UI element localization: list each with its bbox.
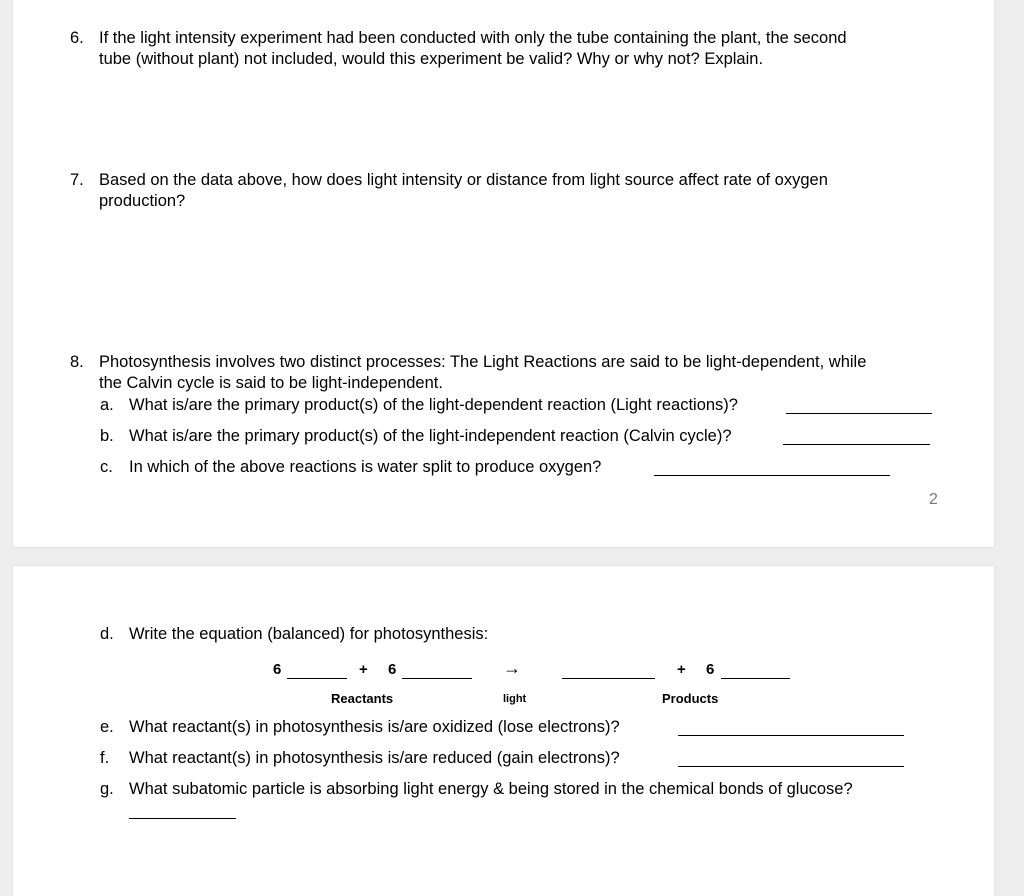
answer-blank-8a[interactable] bbox=[786, 413, 932, 414]
sub-question-letter: c. bbox=[100, 458, 113, 476]
sub-question-text: What subatomic particle is absorbing light energy & being stored in the chemical bonds of glucose? bbox=[129, 780, 853, 798]
reactant-blank-2[interactable] bbox=[402, 678, 472, 679]
answer-blank-8f[interactable] bbox=[678, 766, 904, 767]
document-page-1 bbox=[13, 0, 994, 547]
question-number: 6. bbox=[70, 29, 84, 47]
product-blank-2[interactable] bbox=[721, 678, 790, 679]
sub-question-letter: g. bbox=[100, 780, 114, 798]
page-number: 2 bbox=[929, 491, 938, 508]
answer-blank-8c[interactable] bbox=[654, 475, 890, 476]
sub-question-letter: a. bbox=[100, 396, 114, 414]
coefficient: 6 bbox=[706, 661, 715, 678]
sub-question-letter: e. bbox=[100, 718, 114, 736]
reactants-label: Reactants bbox=[331, 691, 394, 706]
sub-question-letter: d. bbox=[100, 625, 114, 643]
product-blank-1[interactable] bbox=[562, 678, 655, 679]
reactant-blank-1[interactable] bbox=[287, 678, 347, 679]
question-text-line: tube (without plant) not included, would this experiment be valid? Why or why not? Explain. bbox=[99, 49, 764, 68]
question-text-line: Photosynthesis involves two distinct processes: The Light Reactions are said to be light-dependent, while bbox=[99, 353, 867, 371]
light-label: light bbox=[503, 693, 527, 705]
sub-question-letter: f. bbox=[100, 749, 110, 767]
answer-blank-8e[interactable] bbox=[678, 735, 904, 736]
sub-question-letter: b. bbox=[100, 427, 114, 445]
coefficient: 6 bbox=[388, 661, 397, 678]
question-number: 7. bbox=[70, 171, 84, 189]
plus-sign: + bbox=[359, 661, 368, 678]
plus-sign: + bbox=[677, 661, 686, 678]
question-text-line: If the light intensity experiment had been conducted with only the tube containing the plant, the second bbox=[99, 29, 847, 47]
sub-question-text: In which of the above reactions is water split to produce oxygen? bbox=[129, 458, 602, 476]
question-text-line: Based on the data above, how does light intensity or distance from light source affect rate of oxygen bbox=[99, 171, 828, 189]
question-number: 8. bbox=[70, 353, 84, 371]
document-page-2 bbox=[13, 566, 994, 896]
question-text-line: the Calvin cycle is said to be light-independent. bbox=[99, 374, 443, 392]
sub-question-text: What reactant(s) in photosynthesis is/are reduced (gain electrons)? bbox=[129, 749, 620, 767]
coefficient: 6 bbox=[273, 661, 282, 678]
arrow-icon: → bbox=[503, 658, 521, 678]
sub-question-text: What reactant(s) in photosynthesis is/are oxidized (lose electrons)? bbox=[129, 718, 620, 736]
sub-question-text: What is/are the primary product(s) of the light-dependent reaction (Light reactions)? bbox=[129, 396, 738, 414]
sub-question-text: Write the equation (balanced) for photosynthesis: bbox=[129, 625, 489, 643]
question-text-line: production? bbox=[99, 191, 186, 210]
answer-blank-8g[interactable] bbox=[129, 818, 236, 819]
answer-blank-8b[interactable] bbox=[783, 444, 930, 445]
sub-question-text: What is/are the primary product(s) of the light-independent reaction (Calvin cycle)? bbox=[129, 427, 732, 445]
products-label: Products bbox=[662, 691, 719, 706]
